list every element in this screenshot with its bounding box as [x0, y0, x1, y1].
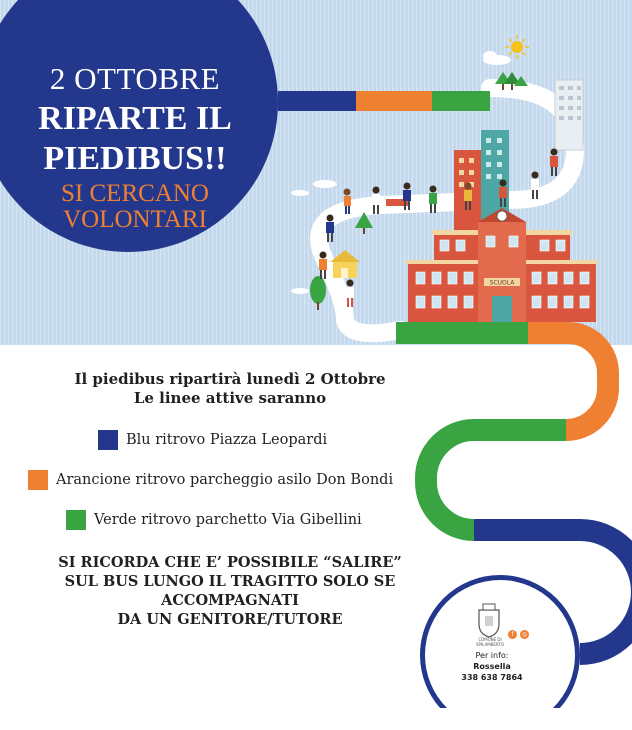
contact-phone[interactable]: 338 638 7864	[461, 673, 523, 682]
house-icon	[330, 250, 360, 278]
subtitle-line-1: SI CERCANO	[61, 180, 209, 207]
line-orange-label: Arancione ritrovo parcheggio asilo Don Bondi	[56, 472, 394, 488]
contact-name: Rossella	[473, 662, 511, 671]
intro-line-1: Il piedibus ripartirà lunedì 2 Ottobre	[74, 370, 386, 388]
blue-swatch	[98, 430, 118, 450]
green-swatch	[66, 510, 86, 530]
notice-line-4: DA UN GENITORE/TUTORE	[117, 611, 343, 628]
school-building	[406, 208, 598, 322]
headline-title-1: RIPARTE IL	[38, 100, 232, 137]
notice-line-1: SI RICORDA CHE E’ POSSIBILE “SALIRE”	[58, 554, 402, 571]
notice-line-3: ACCOMPAGNATI	[161, 592, 299, 609]
comune-label: COMUNE DI SPILAMBERTO	[476, 637, 504, 647]
crest-icon	[475, 602, 503, 638]
headline-title-2: PIEDIBUS!!	[43, 140, 227, 177]
line-blue-label: Blu ritrovo Piazza Leopardi	[126, 432, 328, 448]
contact-label: Per info:	[475, 651, 509, 660]
school-sign: SCUOLA	[489, 279, 515, 287]
intro-line-2: Le linee attive saranno	[133, 389, 327, 407]
line-orange	[28, 470, 393, 490]
headline-date: 2 OTTOBRE	[49, 61, 221, 96]
line-green	[66, 510, 362, 530]
orange-swatch	[28, 470, 48, 490]
line-green-label: Verde ritrovo parchetto Via Gibellini	[94, 512, 362, 528]
subtitle-line-2: VOLONTARI	[63, 206, 207, 233]
line-blue	[98, 430, 327, 450]
instagram-icon[interactable]: ◎	[521, 631, 528, 638]
notice-line-2: SUL BUS LUNGO IL TRAGITTO SOLO SE	[64, 573, 396, 590]
facebook-icon[interactable]: f	[508, 630, 517, 639]
sun-icon	[505, 35, 529, 59]
